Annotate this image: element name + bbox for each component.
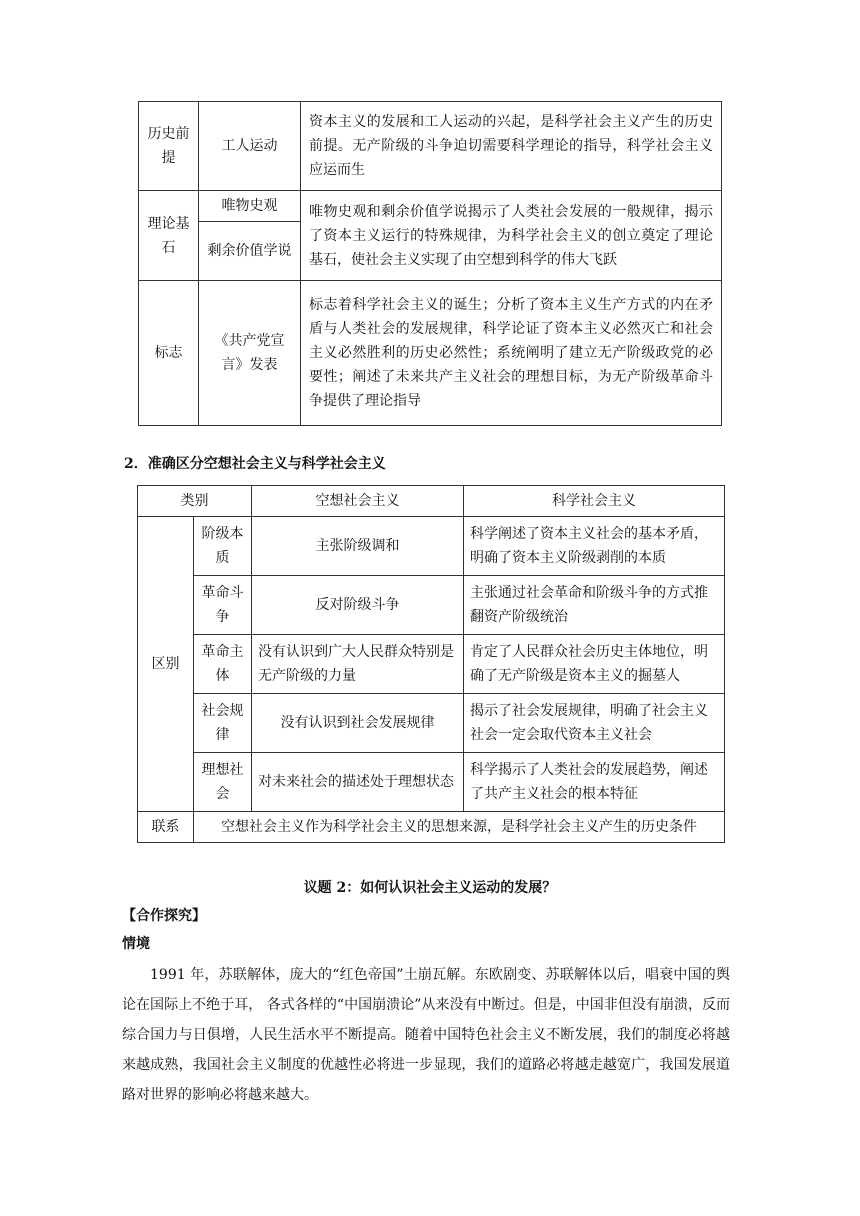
table-row [138,517,725,576]
table-row [138,812,725,843]
cooperation-heading: 【合作探究】 [122,908,206,924]
scientific-cell: 揭示了社会发展规律，明确了社会主义社会一定会取代资本主义社会 [464,694,725,753]
link-text: 空想社会主义作为科学社会主义的思想来源，是科学社会主义产生的历史条件 [194,812,725,843]
row-description: 标志着科学社会主义的诞生；分析了资本主义生产方式的内在矛盾与人类社会的发展规律，科学论证了资本主义必然灭亡和社会主义必然胜利的历史必然性；系统阐明了建立无产阶级政党的必要性；阐述了未来共产主义社会的理想目标，为无产阶级革命斗争提供了理论指导 [301,281,722,426]
table-row [138,635,725,694]
scenario-heading: 情境 [122,936,150,952]
section-heading: 2．准确区分空想社会主义与科学社会主义 [124,456,386,472]
row-label: 理论基石 [139,191,199,281]
scientific-cell: 科学揭示了人类社会的发展趋势，阐述了共产主义社会的根本特征 [464,753,725,812]
table-row [139,191,722,222]
header-category: 类别 [138,486,252,517]
header-scientific: 科学社会主义 [464,486,725,517]
row-description: 唯物史观和剩余价值学说揭示了人类社会发展的一般规律，揭示了资本主义运行的特殊规律，为科学社会主义的创立奠定了理论基石，使社会主义实现了由空想到科学的伟大飞跃 [301,191,722,281]
table-row [139,281,722,426]
aspect-label: 阶级本质 [194,517,252,576]
utopian-cell: 没有认识到广大人民群众特别是无产阶级的力量 [252,635,464,694]
utopian-vs-scientific-table [137,485,725,843]
row-item: 唯物史观 [199,191,301,222]
topic-heading: 议题 2：如何认识社会主义运动的发展？ [303,880,557,896]
group-label: 区别 [138,517,194,812]
row-label: 标志 [139,281,199,426]
aspect-label: 革命主体 [194,635,252,694]
utopian-cell: 反对阶级斗争 [252,576,464,635]
row-item: 剩余价值学说 [199,222,301,281]
header-utopian: 空想社会主义 [252,486,464,517]
utopian-cell: 主张阶级调和 [252,517,464,576]
scenario-paragraph: 1991 年，苏联解体，庞大的“红色帝国”土崩瓦解。东欧剧变、苏联解体以后，唱衰中国的舆论在国际上不绝于耳， 各式各样的“中国崩溃论”从来没有中断过。但是，中国非但没有崩溃，反而综合国力与日俱增，人民生活水平不断提高。随着中国特色社会主义不断发展，我们的制度必将越来越成熟，我国社会主义制度的优越性必将进一步显现，我们的道路必将越走越宽广，我国发展道路对世界的影响必将越来越大。 [122,967,730,1103]
socialism-origin-table [138,101,722,426]
table-row [139,102,722,191]
table-row [138,753,725,812]
utopian-cell: 对未来社会的描述处于理想状态 [252,753,464,812]
row-item: 工人运动 [199,102,301,191]
row-item: 《共产党宣言》发表 [199,281,301,426]
table-row [138,694,725,753]
scientific-cell: 主张通过社会革命和阶级斗争的方式推翻资产阶级统治 [464,576,725,635]
table-row [138,576,725,635]
row-label: 历史前提 [139,102,199,191]
scientific-cell: 科学阐述了资本主义社会的基本矛盾，明确了资本主义阶级剥削的本质 [464,517,725,576]
row-description: 资本主义的发展和工人运动的兴起，是科学社会主义产生的历史前提。无产阶级的斗争迫切需要科学理论的指导，科学社会主义应运而生 [301,102,722,191]
aspect-label: 革命斗争 [194,576,252,635]
aspect-label: 理想社会 [194,753,252,812]
table-header-row [138,486,725,517]
link-label: 联系 [138,812,194,843]
utopian-cell: 没有认识到社会发展规律 [252,694,464,753]
scientific-cell: 肯定了人民群众社会历史主体地位，明确了无产阶级是资本主义的掘墓人 [464,635,725,694]
aspect-label: 社会规律 [194,694,252,753]
